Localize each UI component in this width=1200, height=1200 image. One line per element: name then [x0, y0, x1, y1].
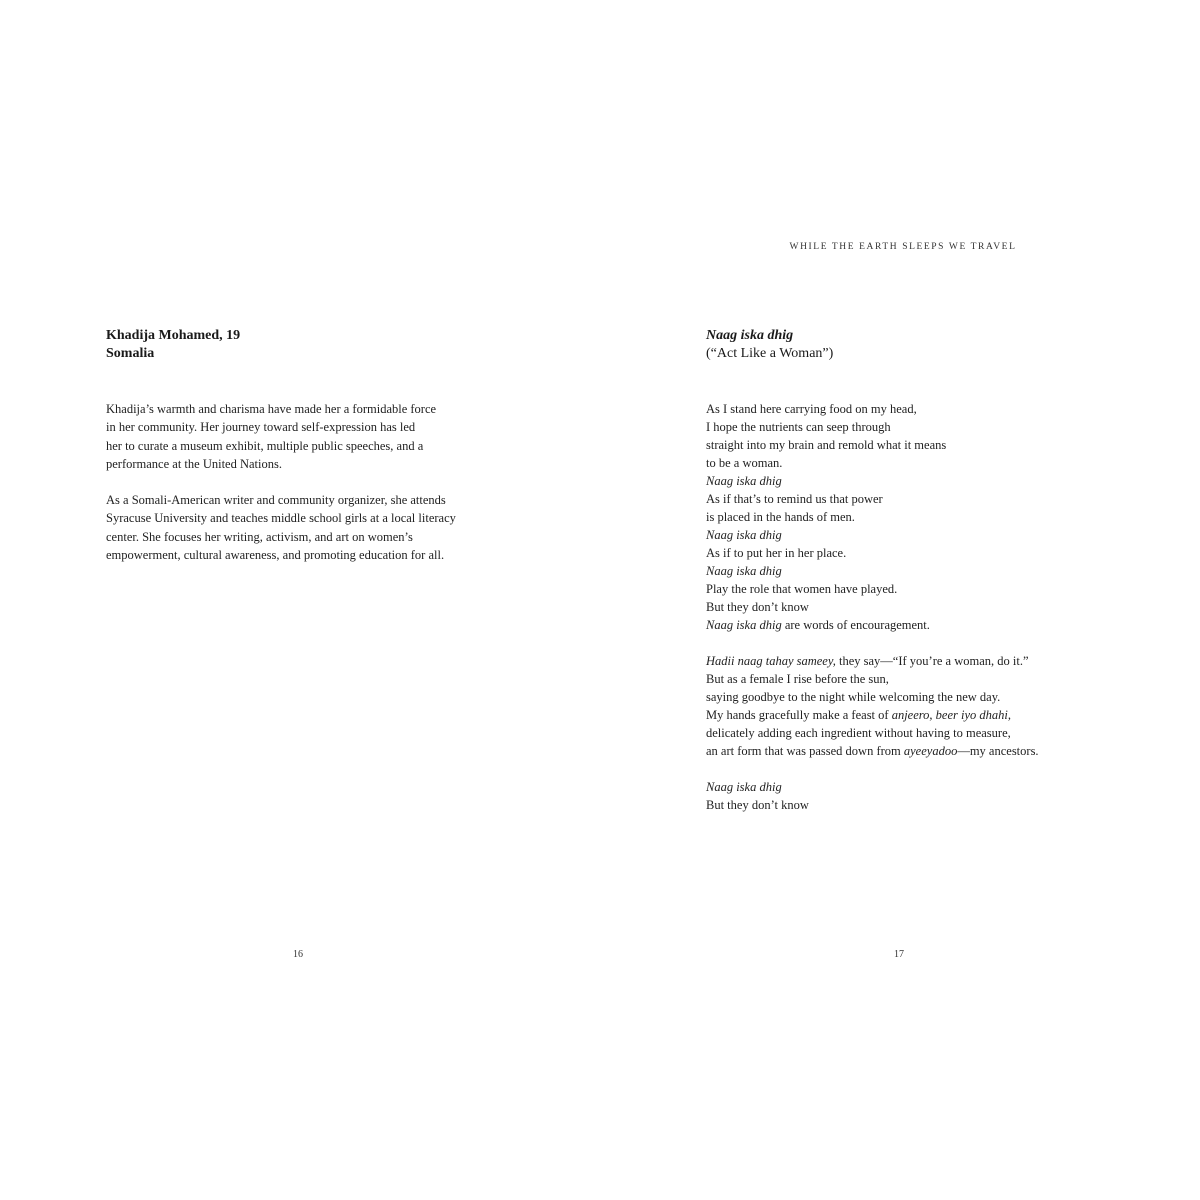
right-page — [600, 0, 1200, 1200]
stanza — [706, 778, 1136, 814]
author-name: Khadija Mohamed, 19 — [106, 328, 241, 343]
poem-line: saying goodbye to the night while welcoming the new day. — [706, 690, 1001, 704]
refrain-line: Naag iska dhig — [706, 474, 782, 488]
line-text: an art form that was passed down from — [706, 744, 904, 758]
poem-line: As I stand here carrying food on my head, — [706, 402, 917, 416]
refrain-line: Naag iska dhig — [706, 780, 782, 794]
poem-line: I hope the nutrients can seep through — [706, 420, 891, 434]
poem-line: is placed in the hands of men. — [706, 510, 855, 524]
poem-line: But they don’t know — [706, 798, 809, 812]
somali-phrase: Naag iska dhig — [706, 618, 782, 632]
bio-line: in her community. Her journey toward self-expression has led — [106, 420, 416, 435]
poem-line — [706, 652, 1136, 670]
bio-line: empowerment, cultural awareness, and promoting education for all. — [106, 548, 445, 563]
refrain-line: Naag iska dhig — [706, 528, 782, 542]
somali-phrase: Hadii naag tahay sameey, — [706, 654, 836, 668]
author-country: Somalia — [106, 346, 155, 361]
poem-line — [706, 706, 1136, 724]
author-bio — [106, 400, 496, 582]
poem-line — [706, 616, 1136, 634]
poem-line: As if that’s to remind us that power — [706, 492, 883, 506]
bio-paragraph — [106, 400, 496, 473]
somali-phrase: ayeeyadoo — [903, 744, 958, 758]
poem-line: But as a female I rise before the sun, — [706, 672, 889, 686]
poem-line — [706, 742, 1136, 760]
poem-line: As if to put her in her place. — [706, 546, 847, 560]
bio-line: center. She focuses her writing, activism, and art on women’s — [106, 529, 413, 544]
bio-line: her to curate a museum exhibit, multiple public speeches, and a — [106, 438, 424, 453]
poem-line: Play the role that women have played. — [706, 582, 898, 596]
poem-body — [706, 400, 1136, 832]
somali-phrase: anjeero, beer iyo dhahi, — [891, 708, 1012, 722]
poem-heading — [706, 327, 833, 363]
line-text: My hands gracefully make a feast of — [706, 708, 892, 722]
page-number: 17 — [894, 949, 904, 960]
stanza — [706, 652, 1136, 760]
page-number: 16 — [293, 949, 303, 960]
refrain-line: Naag iska dhig — [706, 564, 782, 578]
poem-line: But they don’t know — [706, 600, 809, 614]
bio-line: Syracuse University and teaches middle school girls at a local literacy — [106, 511, 456, 526]
line-text: are words of encouragement. — [781, 618, 930, 632]
bio-line: Khadija’s warmth and charisma have made her a formidable force — [106, 402, 437, 416]
line-text: —my ancestors. — [957, 744, 1039, 758]
bio-line: As a Somali-American writer and community organizer, she attends — [106, 493, 446, 508]
poem-title: Naag iska dhig — [706, 328, 794, 343]
poem-subtitle: (“Act Like a Woman”) — [706, 346, 834, 361]
stanza — [706, 400, 1136, 634]
poem-line: straight into my brain and remold what it means — [706, 438, 947, 452]
author-heading — [106, 327, 240, 363]
poem-line: delicately adding each ingredient without having to measure, — [706, 726, 1011, 740]
bio-line: performance at the United Nations. — [106, 456, 282, 471]
running-head: WHILE THE EARTH SLEEPS WE TRAVEL — [789, 242, 1017, 252]
bio-paragraph — [106, 491, 496, 564]
line-text: they say—“If you’re a woman, do it.” — [835, 654, 1029, 668]
poem-line: to be a woman. — [706, 456, 783, 470]
